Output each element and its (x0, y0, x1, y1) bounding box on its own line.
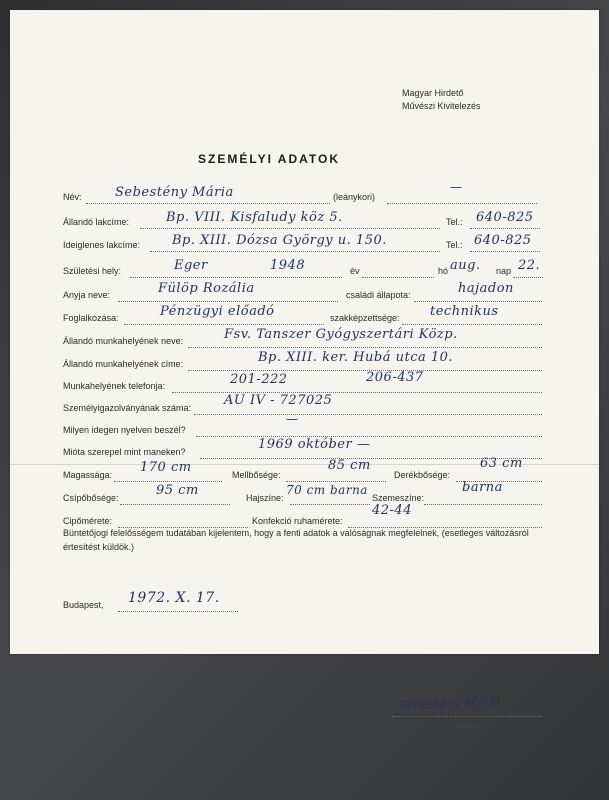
allando-lakcim-label: Állandó lakcíme: (63, 217, 130, 227)
szuletesi-hely-value: Eger (174, 258, 208, 273)
csaladi-value: hajadon (458, 281, 514, 296)
szemeszine-value: barna (462, 480, 503, 495)
munkahely-neve-line (188, 347, 542, 348)
ideiglenes-lakcim-label: Ideiglenes lakcíme: (63, 240, 141, 250)
form-title: SZEMÉLYI ADATOK (198, 152, 341, 166)
magassaga-label: Magassága: (63, 470, 113, 480)
szuletesi-hely-label: Születési hely: (63, 266, 122, 276)
munkahely-neve-value: Fsv. Tanszer Gyógyszertári Közp. (224, 327, 458, 342)
tel2-line (470, 251, 540, 252)
magassaga-line (114, 481, 222, 482)
szakkepzettsege-label: szakképzettsége: (330, 313, 400, 323)
csaladi-line (414, 301, 542, 302)
leanykori-label: (leánykori) (333, 192, 376, 202)
szakkepzettsege-line (402, 324, 542, 325)
ho-value: aug. (450, 258, 481, 273)
foglalkozasa-value: Pénzügyi előadó (160, 304, 275, 319)
publisher-line-1: Magyar Hirdető (402, 88, 464, 98)
nev-label: Név: (63, 192, 82, 202)
signature-label: aláírás (456, 723, 478, 730)
form-sheet (10, 10, 599, 654)
csipobosege-line (120, 504, 230, 505)
munkahely-tel-value-2: 206-437 (366, 370, 424, 385)
date-line (118, 611, 238, 612)
allando-lakcim-value: Bp. VIII. Kisfaludy köz 5. (166, 210, 343, 225)
ev-label: év (350, 266, 360, 276)
leanykori-line (387, 203, 537, 204)
nev-line (86, 203, 330, 204)
publisher-line-2: Művészi Kivitelezés (402, 101, 481, 111)
derekbosege-value: 63 cm (480, 456, 523, 471)
munkahely-neve-label: Állandó munkahelyének neve: (63, 336, 184, 346)
ev-line (362, 277, 434, 278)
mellbosege-line (286, 481, 386, 482)
munkahely-cime-label: Állandó munkahelyének címe: (63, 359, 184, 369)
tel2-value: 640-825 (474, 233, 532, 248)
munkahely-tel-value-1: 201-222 (230, 372, 288, 387)
szuletesi-hely-line (130, 277, 342, 278)
idegen-nyelv-value: — (286, 412, 298, 426)
ideiglenes-lakcim-line (150, 251, 440, 252)
szemeszine-label: Szemeszíne: (372, 493, 425, 503)
csipobosege-label: Csípőbősége: (63, 493, 119, 503)
nap-value: 22. (518, 258, 541, 273)
declaration-text: Büntetőjogi felelősségem tudatában kijelentem, hogy a fenti adatok a valóságnak megfelelnek, (esetleges változásról értesítést küldök.) (63, 528, 529, 552)
hajszine-value: 70 cm barna (286, 483, 368, 497)
hajszine-label: Hajszíne: (246, 493, 284, 503)
nap-label: nap (496, 266, 512, 276)
mellbosege-label: Mellbősége: (232, 470, 281, 480)
munkahely-cime-line (188, 370, 542, 371)
cipomerete-label: Cipőmérete: (63, 516, 113, 526)
derekbosege-label: Derékbősége: (394, 470, 451, 480)
ev-value: 1948 (270, 258, 306, 273)
nev-value: Sebestény Mária (115, 185, 234, 200)
signature-value: Sebestény Mária (397, 693, 501, 713)
date-value: 1972. X. 17. (128, 590, 220, 606)
csipobosege-value: 95 cm (156, 483, 199, 498)
konfekcio-label: Konfekció ruhamérete: (252, 516, 343, 526)
foglalkozasa-line (124, 324, 324, 325)
tel1-label: Tel.: (446, 217, 463, 227)
tel1-line (470, 228, 540, 229)
anyja-label: Anyja neve: (63, 290, 111, 300)
hajszine-line (290, 504, 370, 505)
maneken-label: Mióta szerepel mint maneken? (63, 447, 186, 457)
szemelyi-value: AU IV - 727025 (224, 393, 333, 408)
allando-lakcim-line (140, 228, 440, 229)
leanykori-value: — (450, 180, 462, 194)
tel2-label: Tel.: (446, 240, 463, 250)
idegen-nyelv-label: Milyen idegen nyelven beszél? (63, 425, 186, 435)
magassaga-value: 170 cm (140, 460, 192, 475)
maneken-value: 1969 október — (258, 437, 371, 452)
anyja-value: Fülöp Rozália (158, 281, 255, 296)
szakkepzettsege-value: technikus (430, 304, 499, 319)
mellbosege-value: 85 cm (328, 458, 371, 473)
szemeszine-line (424, 504, 542, 505)
munkahely-tel-label: Munkahelyének telefonja: (63, 381, 166, 391)
konfekcio-value: 42-44 (372, 503, 412, 518)
munkahely-cime-value: Bp. XIII. ker. Hubá utca 10. (258, 350, 454, 365)
nap-line (513, 277, 543, 278)
anyja-line (118, 301, 338, 302)
ho-label: hó (438, 266, 449, 276)
csaladi-label: családi állapota: (346, 290, 411, 300)
szemelyi-label: Személyigazolványának száma: (63, 403, 192, 413)
place-label: Budapest, (63, 600, 104, 610)
ideiglenes-lakcim-value: Bp. XIII. Dózsa György u. 150. (172, 233, 387, 248)
szemelyi-line (194, 414, 542, 415)
signature-line (392, 716, 542, 717)
foglalkozasa-label: Foglalkozása: (63, 313, 119, 323)
tel1-value: 640-825 (476, 210, 534, 225)
